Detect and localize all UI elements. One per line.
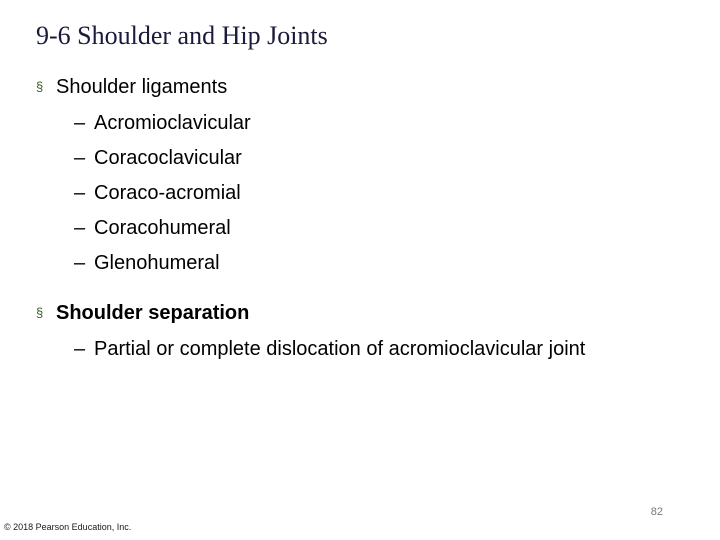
sub-item bbox=[74, 176, 706, 211]
sub-item-text: Partial or complete dislocation of acromioclavicular joint bbox=[94, 338, 586, 360]
slide-title: 9-6 Shoulder and Hip Joints bbox=[36, 21, 328, 50]
dash-marker: – bbox=[74, 338, 86, 360]
bullet-line bbox=[36, 296, 706, 332]
sub-item-text: Acromioclavicular bbox=[94, 112, 251, 134]
bullet-marker: § bbox=[36, 305, 44, 320]
sub-item bbox=[74, 141, 706, 176]
sub-item bbox=[74, 332, 706, 367]
bullet-shoulder-separation bbox=[36, 296, 706, 367]
bullet-line bbox=[36, 70, 706, 106]
dash-marker: – bbox=[74, 147, 86, 169]
sub-list bbox=[36, 332, 706, 367]
dash-marker: – bbox=[74, 112, 86, 134]
dash-marker: – bbox=[74, 252, 86, 274]
bullet-list bbox=[36, 70, 706, 382]
sub-item bbox=[74, 246, 706, 281]
sub-item-text: Coraco-acromial bbox=[94, 182, 241, 204]
sub-item bbox=[74, 211, 706, 246]
page-number: 82 bbox=[650, 506, 663, 518]
copyright-notice: © 2018 Pearson Education, Inc. bbox=[4, 522, 132, 532]
dash-marker: – bbox=[74, 217, 86, 239]
sub-item-text: Glenohumeral bbox=[94, 252, 220, 274]
bullet-text: Shoulder separation bbox=[56, 302, 250, 324]
bullet-text: Shoulder ligaments bbox=[56, 76, 228, 98]
dash-marker: – bbox=[74, 182, 86, 204]
sub-item bbox=[74, 106, 706, 141]
sub-item-text: Coracoclavicular bbox=[94, 147, 242, 169]
sub-item-text: Coracohumeral bbox=[94, 217, 231, 239]
bullet-shoulder-ligaments bbox=[36, 70, 706, 281]
sub-list bbox=[36, 106, 706, 281]
bullet-marker: § bbox=[36, 79, 44, 94]
